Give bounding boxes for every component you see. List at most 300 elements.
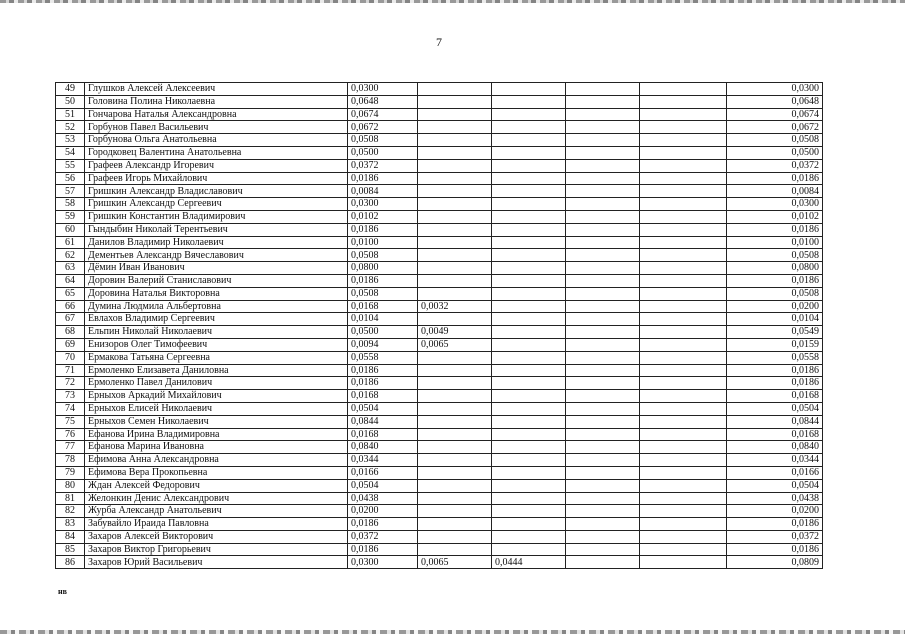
extra-share-b-cell [492, 505, 566, 518]
total-share-cell: 0,0809 [727, 556, 823, 569]
share-amount-cell: 0,0186 [348, 364, 418, 377]
scan-edge-top [0, 0, 905, 3]
extra-share-b-cell [492, 83, 566, 96]
row-number-cell: 80 [56, 479, 85, 492]
extra-share-a-cell [418, 492, 492, 505]
row-number-cell: 61 [56, 236, 85, 249]
extra-share-b-cell [492, 530, 566, 543]
person-name-cell: Ельпин Николай Николаевич [85, 326, 348, 339]
extra-share-d-cell [640, 492, 727, 505]
row-number-cell: 72 [56, 377, 85, 390]
extra-share-c-cell [566, 530, 640, 543]
extra-share-c-cell [566, 338, 640, 351]
share-amount-cell: 0,0186 [348, 274, 418, 287]
person-name-cell: Головина Полина Николаевна [85, 95, 348, 108]
extra-share-a-cell [418, 505, 492, 518]
extra-share-c-cell [566, 185, 640, 198]
extra-share-b-cell [492, 466, 566, 479]
extra-share-b-cell [492, 210, 566, 223]
extra-share-c-cell [566, 505, 640, 518]
total-share-cell: 0,0186 [727, 543, 823, 556]
extra-share-a-cell [418, 210, 492, 223]
extra-share-b-cell [492, 146, 566, 159]
table-row [56, 108, 823, 121]
total-share-cell: 0,0084 [727, 185, 823, 198]
person-name-cell: Гындыбин Николай Терентьевич [85, 223, 348, 236]
total-share-cell: 0,0300 [727, 83, 823, 96]
person-name-cell: Ждан Алексей Федорович [85, 479, 348, 492]
person-name-cell: Горбунов Павел Васильевич [85, 121, 348, 134]
row-number-cell: 78 [56, 454, 85, 467]
row-number-cell: 64 [56, 274, 85, 287]
extra-share-c-cell [566, 466, 640, 479]
share-amount-cell: 0,0168 [348, 390, 418, 403]
extra-share-a-cell [418, 159, 492, 172]
person-name-cell: Графеев Игорь Михайлович [85, 172, 348, 185]
share-amount-cell: 0,0508 [348, 249, 418, 262]
extra-share-a-cell [418, 108, 492, 121]
extra-share-c-cell [566, 351, 640, 364]
extra-share-b-cell [492, 492, 566, 505]
share-amount-cell: 0,0508 [348, 134, 418, 147]
table-row [56, 454, 823, 467]
extra-share-b-cell [492, 454, 566, 467]
extra-share-a-cell [418, 530, 492, 543]
table-row [56, 428, 823, 441]
table-row [56, 121, 823, 134]
extra-share-d-cell [640, 159, 727, 172]
table-row [56, 95, 823, 108]
table-row [56, 530, 823, 543]
extra-share-d-cell [640, 210, 727, 223]
extra-share-c-cell [566, 134, 640, 147]
person-name-cell: Ермоленко Павел Данилович [85, 377, 348, 390]
extra-share-d-cell [640, 134, 727, 147]
table-row [56, 300, 823, 313]
extra-share-a-cell: 0,0049 [418, 326, 492, 339]
footer-note: нв [58, 587, 67, 596]
total-share-cell: 0,0344 [727, 454, 823, 467]
person-name-cell: Ермакова Татьяна Сергеевна [85, 351, 348, 364]
share-amount-cell: 0,0372 [348, 530, 418, 543]
extra-share-a-cell [418, 543, 492, 556]
total-share-cell: 0,0104 [727, 313, 823, 326]
total-share-cell: 0,0508 [727, 249, 823, 262]
share-amount-cell: 0,0166 [348, 466, 418, 479]
extra-share-b-cell [492, 262, 566, 275]
row-number-cell: 67 [56, 313, 85, 326]
extra-share-d-cell [640, 402, 727, 415]
table-row [56, 326, 823, 339]
table-row [56, 364, 823, 377]
table-row [56, 377, 823, 390]
table-row [56, 505, 823, 518]
share-amount-cell: 0,0844 [348, 415, 418, 428]
person-name-cell: Ерныхов Семен Николаевич [85, 415, 348, 428]
extra-share-d-cell [640, 223, 727, 236]
total-share-cell: 0,0674 [727, 108, 823, 121]
extra-share-d-cell [640, 146, 727, 159]
extra-share-d-cell [640, 530, 727, 543]
share-amount-cell: 0,0186 [348, 223, 418, 236]
person-name-cell: Желонкин Денис Александрович [85, 492, 348, 505]
extra-share-d-cell [640, 428, 727, 441]
person-name-cell: Глушков Алексей Алексеевич [85, 83, 348, 96]
table-row [56, 83, 823, 96]
extra-share-a-cell [418, 377, 492, 390]
extra-share-d-cell [640, 543, 727, 556]
extra-share-d-cell [640, 556, 727, 569]
extra-share-b-cell [492, 377, 566, 390]
table-row [56, 518, 823, 531]
extra-share-c-cell [566, 223, 640, 236]
row-number-cell: 62 [56, 249, 85, 262]
total-share-cell: 0,0508 [727, 287, 823, 300]
share-amount-cell: 0,0674 [348, 108, 418, 121]
table-row [56, 479, 823, 492]
person-name-cell: Захаров Виктор Григорьевич [85, 543, 348, 556]
table-row [56, 172, 823, 185]
extra-share-b-cell [492, 415, 566, 428]
person-name-cell: Гончарова Наталья Александровна [85, 108, 348, 121]
table-row [56, 198, 823, 211]
extra-share-d-cell [640, 274, 727, 287]
extra-share-c-cell [566, 146, 640, 159]
extra-share-a-cell [418, 223, 492, 236]
extra-share-b-cell [492, 159, 566, 172]
extra-share-c-cell [566, 236, 640, 249]
row-number-cell: 65 [56, 287, 85, 300]
person-name-cell: Гришкин Александр Сергеевич [85, 198, 348, 211]
table-row [56, 262, 823, 275]
extra-share-d-cell [640, 441, 727, 454]
extra-share-d-cell [640, 454, 727, 467]
row-number-cell: 74 [56, 402, 85, 415]
share-amount-cell: 0,0186 [348, 377, 418, 390]
total-share-cell: 0,0100 [727, 236, 823, 249]
table-row [56, 210, 823, 223]
extra-share-d-cell [640, 198, 727, 211]
extra-share-b-cell [492, 185, 566, 198]
total-share-cell: 0,0549 [727, 326, 823, 339]
row-number-cell: 52 [56, 121, 85, 134]
extra-share-b-cell [492, 428, 566, 441]
share-amount-cell: 0,0094 [348, 338, 418, 351]
extra-share-c-cell [566, 274, 640, 287]
shareholder-table [55, 82, 823, 569]
total-share-cell: 0,0500 [727, 146, 823, 159]
row-number-cell: 56 [56, 172, 85, 185]
row-number-cell: 58 [56, 198, 85, 211]
row-number-cell: 69 [56, 338, 85, 351]
table-row [56, 287, 823, 300]
extra-share-a-cell: 0,0065 [418, 338, 492, 351]
table-row [56, 223, 823, 236]
row-number-cell: 63 [56, 262, 85, 275]
extra-share-a-cell [418, 351, 492, 364]
extra-share-d-cell [640, 479, 727, 492]
extra-share-d-cell [640, 313, 727, 326]
extra-share-b-cell [492, 518, 566, 531]
extra-share-a-cell [418, 454, 492, 467]
extra-share-b-cell [492, 223, 566, 236]
extra-share-c-cell [566, 492, 640, 505]
extra-share-d-cell [640, 262, 727, 275]
table-row [56, 236, 823, 249]
share-amount-cell: 0,0500 [348, 326, 418, 339]
extra-share-c-cell [566, 518, 640, 531]
table-row [56, 274, 823, 287]
person-name-cell: Ерныхов Елисей Николаевич [85, 402, 348, 415]
row-number-cell: 81 [56, 492, 85, 505]
extra-share-c-cell [566, 364, 640, 377]
row-number-cell: 68 [56, 326, 85, 339]
share-amount-cell: 0,0300 [348, 198, 418, 211]
extra-share-a-cell [418, 185, 492, 198]
extra-share-a-cell [418, 121, 492, 134]
extra-share-c-cell [566, 83, 640, 96]
extra-share-d-cell [640, 390, 727, 403]
person-name-cell: Ефанова Марина Ивановна [85, 441, 348, 454]
extra-share-c-cell [566, 262, 640, 275]
extra-share-a-cell [418, 313, 492, 326]
total-share-cell: 0,0508 [727, 134, 823, 147]
extra-share-b-cell [492, 402, 566, 415]
row-number-cell: 84 [56, 530, 85, 543]
share-amount-cell: 0,0300 [348, 83, 418, 96]
row-number-cell: 76 [56, 428, 85, 441]
extra-share-a-cell [418, 198, 492, 211]
row-number-cell: 77 [56, 441, 85, 454]
table-row [56, 390, 823, 403]
total-share-cell: 0,0300 [727, 198, 823, 211]
table-row [56, 402, 823, 415]
extra-share-d-cell [640, 108, 727, 121]
extra-share-d-cell [640, 121, 727, 134]
extra-share-a-cell [418, 479, 492, 492]
total-share-cell: 0,0200 [727, 505, 823, 518]
share-amount-cell: 0,0800 [348, 262, 418, 275]
person-name-cell: Ефанова Ирина Владимировна [85, 428, 348, 441]
share-amount-cell: 0,0344 [348, 454, 418, 467]
person-name-cell: Гришкин Александр Владиславович [85, 185, 348, 198]
extra-share-a-cell [418, 390, 492, 403]
share-amount-cell: 0,0186 [348, 518, 418, 531]
extra-share-b-cell [492, 274, 566, 287]
extra-share-d-cell [640, 172, 727, 185]
extra-share-a-cell [418, 518, 492, 531]
extra-share-c-cell [566, 428, 640, 441]
extra-share-b-cell [492, 300, 566, 313]
scan-edge-bottom [0, 630, 905, 634]
extra-share-b-cell [492, 338, 566, 351]
total-share-cell: 0,0159 [727, 338, 823, 351]
extra-share-d-cell [640, 364, 727, 377]
person-name-cell: Гришкин Константин Владимирович [85, 210, 348, 223]
extra-share-d-cell [640, 236, 727, 249]
extra-share-a-cell [418, 287, 492, 300]
total-share-cell: 0,0844 [727, 415, 823, 428]
extra-share-c-cell [566, 121, 640, 134]
extra-share-a-cell [418, 262, 492, 275]
extra-share-c-cell [566, 95, 640, 108]
person-name-cell: Забувайло Ираида Павловна [85, 518, 348, 531]
total-share-cell: 0,0166 [727, 466, 823, 479]
person-name-cell: Захаров Алексей Викторович [85, 530, 348, 543]
extra-share-b-cell [492, 390, 566, 403]
total-share-cell: 0,0186 [727, 518, 823, 531]
row-number-cell: 51 [56, 108, 85, 121]
extra-share-b-cell [492, 364, 566, 377]
share-amount-cell: 0,0104 [348, 313, 418, 326]
extra-share-c-cell [566, 198, 640, 211]
extra-share-c-cell [566, 326, 640, 339]
extra-share-c-cell [566, 172, 640, 185]
table-row [56, 249, 823, 262]
person-name-cell: Дементьев Александр Вячеславович [85, 249, 348, 262]
extra-share-c-cell [566, 159, 640, 172]
extra-share-c-cell [566, 300, 640, 313]
table-row [56, 441, 823, 454]
row-number-cell: 50 [56, 95, 85, 108]
total-share-cell: 0,0200 [727, 300, 823, 313]
extra-share-c-cell [566, 441, 640, 454]
extra-share-d-cell [640, 95, 727, 108]
extra-share-a-cell: 0,0032 [418, 300, 492, 313]
total-share-cell: 0,0102 [727, 210, 823, 223]
extra-share-b-cell [492, 198, 566, 211]
extra-share-a-cell [418, 236, 492, 249]
person-name-cell: Евлахов Владимир Сергеевич [85, 313, 348, 326]
extra-share-d-cell [640, 505, 727, 518]
extra-share-d-cell [640, 415, 727, 428]
extra-share-a-cell [418, 466, 492, 479]
total-share-cell: 0,0372 [727, 530, 823, 543]
extra-share-c-cell [566, 377, 640, 390]
table-row [56, 556, 823, 569]
share-amount-cell: 0,0300 [348, 556, 418, 569]
extra-share-a-cell [418, 364, 492, 377]
extra-share-a-cell [418, 415, 492, 428]
share-amount-cell: 0,0168 [348, 300, 418, 313]
extra-share-b-cell [492, 249, 566, 262]
share-amount-cell: 0,0840 [348, 441, 418, 454]
extra-share-c-cell [566, 415, 640, 428]
extra-share-b-cell [492, 479, 566, 492]
share-amount-cell: 0,0672 [348, 121, 418, 134]
total-share-cell: 0,0672 [727, 121, 823, 134]
extra-share-b-cell [492, 351, 566, 364]
extra-share-c-cell [566, 249, 640, 262]
person-name-cell: Ефимова Вера Прокопьевна [85, 466, 348, 479]
total-share-cell: 0,0168 [727, 428, 823, 441]
person-name-cell: Енизоров Олег Тимофеевич [85, 338, 348, 351]
row-number-cell: 59 [56, 210, 85, 223]
table-row [56, 185, 823, 198]
extra-share-b-cell [492, 287, 566, 300]
share-amount-cell: 0,0100 [348, 236, 418, 249]
table-row [56, 492, 823, 505]
row-number-cell: 83 [56, 518, 85, 531]
total-share-cell: 0,0800 [727, 262, 823, 275]
extra-share-a-cell [418, 428, 492, 441]
person-name-cell: Графеев Александр Игоревич [85, 159, 348, 172]
row-number-cell: 66 [56, 300, 85, 313]
extra-share-c-cell [566, 210, 640, 223]
row-number-cell: 70 [56, 351, 85, 364]
total-share-cell: 0,0186 [727, 172, 823, 185]
extra-share-d-cell [640, 466, 727, 479]
extra-share-d-cell [640, 377, 727, 390]
person-name-cell: Ерныхов Аркадий Михайлович [85, 390, 348, 403]
extra-share-c-cell [566, 390, 640, 403]
row-number-cell: 73 [56, 390, 85, 403]
extra-share-a-cell: 0,0065 [418, 556, 492, 569]
person-name-cell: Захаров Юрий Васильевич [85, 556, 348, 569]
row-number-cell: 71 [56, 364, 85, 377]
share-amount-cell: 0,0558 [348, 351, 418, 364]
total-share-cell: 0,0186 [727, 223, 823, 236]
row-number-cell: 53 [56, 134, 85, 147]
extra-share-d-cell [640, 518, 727, 531]
row-number-cell: 55 [56, 159, 85, 172]
extra-share-c-cell [566, 454, 640, 467]
person-name-cell: Доровина Наталья Викторовна [85, 287, 348, 300]
extra-share-a-cell [418, 134, 492, 147]
extra-share-d-cell [640, 351, 727, 364]
share-amount-cell: 0,0504 [348, 402, 418, 415]
total-share-cell: 0,0186 [727, 377, 823, 390]
person-name-cell: Дёмин Иван Иванович [85, 262, 348, 275]
person-name-cell: Журба Александр Анатольевич [85, 505, 348, 518]
row-number-cell: 82 [56, 505, 85, 518]
extra-share-a-cell [418, 83, 492, 96]
table-row [56, 159, 823, 172]
extra-share-a-cell [418, 274, 492, 287]
share-amount-cell: 0,0438 [348, 492, 418, 505]
extra-share-b-cell [492, 543, 566, 556]
table-row [56, 351, 823, 364]
person-name-cell: Доровин Валерий Станиславович [85, 274, 348, 287]
extra-share-a-cell [418, 249, 492, 262]
total-share-cell: 0,0840 [727, 441, 823, 454]
table-row [56, 466, 823, 479]
person-name-cell: Данилов Владимир Николаевич [85, 236, 348, 249]
extra-share-b-cell [492, 172, 566, 185]
extra-share-b-cell [492, 108, 566, 121]
extra-share-a-cell [418, 146, 492, 159]
extra-share-c-cell [566, 479, 640, 492]
extra-share-d-cell [640, 300, 727, 313]
page-number: 7 [436, 35, 442, 49]
extra-share-b-cell [492, 121, 566, 134]
extra-share-c-cell [566, 402, 640, 415]
table-row [56, 338, 823, 351]
share-amount-cell: 0,0168 [348, 428, 418, 441]
extra-share-a-cell [418, 172, 492, 185]
share-amount-cell: 0,0102 [348, 210, 418, 223]
extra-share-c-cell [566, 556, 640, 569]
extra-share-b-cell [492, 236, 566, 249]
extra-share-b-cell [492, 95, 566, 108]
extra-share-b-cell [492, 326, 566, 339]
extra-share-d-cell [640, 338, 727, 351]
total-share-cell: 0,0504 [727, 479, 823, 492]
extra-share-c-cell [566, 543, 640, 556]
total-share-cell: 0,0168 [727, 390, 823, 403]
total-share-cell: 0,0648 [727, 95, 823, 108]
table-row [56, 134, 823, 147]
